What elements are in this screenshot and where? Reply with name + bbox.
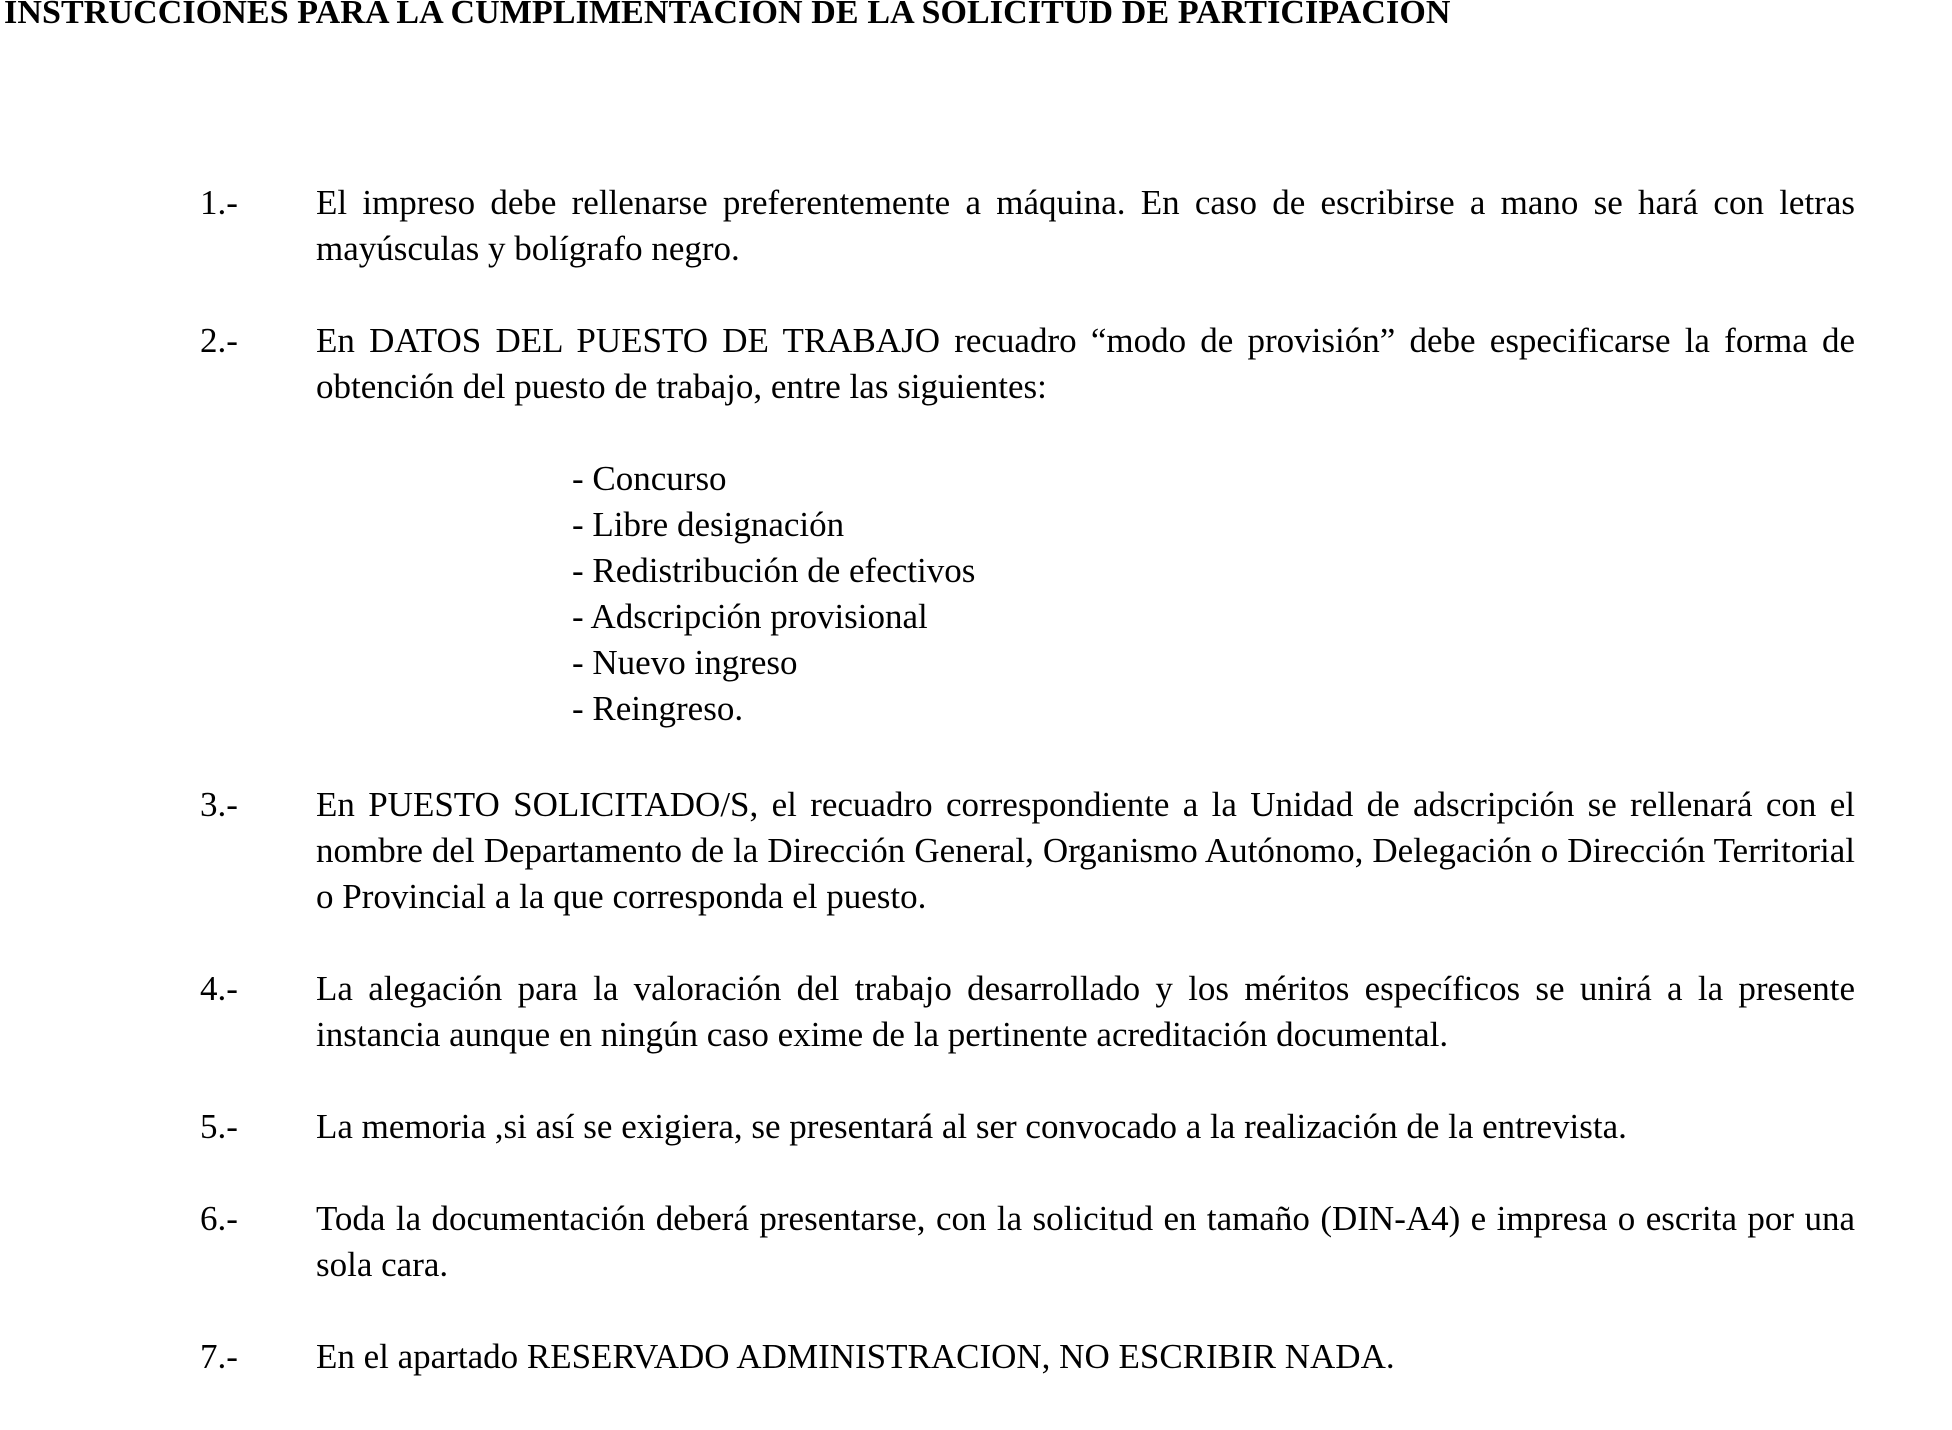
instructions-list bbox=[200, 180, 1855, 1380]
instruction-number: 7.- bbox=[200, 1337, 238, 1376]
instruction-number: 2.- bbox=[200, 321, 238, 360]
instruction-item bbox=[200, 1196, 1855, 1288]
provision-options-list bbox=[316, 456, 1855, 732]
instruction-number: 4.- bbox=[200, 969, 238, 1008]
instruction-text: En PUESTO SOLICITADO/S, el recuadro correspondiente a la Unidad de adscripción se rellenará con el nombre del Departamento de la Dirección General, Organismo Autónomo, Delegación o Dirección Territorial o Provincial a la que corresponda el puesto. bbox=[316, 785, 1855, 916]
page-title: INSTRUCCIONES PARA LA CUMPLIMENTACION DE LA SOLICITUD DE PARTICIPACION bbox=[4, 0, 1451, 31]
provision-option: - Libre designación bbox=[572, 505, 845, 544]
instruction-item bbox=[200, 318, 1855, 732]
instruction-number: 3.- bbox=[200, 785, 238, 824]
instruction-text: El impreso debe rellenarse preferentemente a máquina. En caso de escribirse a mano se hará con letras mayúsculas y bolígrafo negro. bbox=[316, 183, 1855, 268]
instruction-body bbox=[316, 318, 1855, 732]
instruction-text: La memoria ,si así se exigiera, se presentará al ser convocado a la realización de la entrevista. bbox=[316, 1107, 1627, 1146]
provision-option: - Nuevo ingreso bbox=[572, 643, 798, 682]
instruction-text: Toda la documentación deberá presentarse, con la solicitud en tamaño (DIN-A4) e impresa o escrita por una sola cara. bbox=[316, 1199, 1855, 1284]
instruction-number: 5.- bbox=[200, 1107, 238, 1146]
provision-option: - Adscripción provisional bbox=[572, 597, 928, 636]
instruction-text: La alegación para la valoración del trabajo desarrollado y los méritos específicos se unirá a la presente instancia aunque en ningún caso exime de la pertinente acreditación documental. bbox=[316, 969, 1855, 1054]
instruction-item bbox=[200, 782, 1855, 920]
instruction-item bbox=[200, 180, 1855, 272]
instruction-item bbox=[200, 1104, 1855, 1150]
provision-option: - Reingreso. bbox=[572, 689, 744, 728]
instruction-item bbox=[200, 1334, 1855, 1380]
instruction-item bbox=[200, 966, 1855, 1058]
provision-option: - Redistribución de efectivos bbox=[572, 551, 976, 590]
instruction-text: En DATOS DEL PUESTO DE TRABAJO recuadro “modo de provisión” debe especificarse la forma de obtención del puesto de trabajo, entre las siguientes: bbox=[316, 321, 1855, 406]
instruction-text: En el apartado RESERVADO ADMINISTRACION, NO ESCRIBIR NADA. bbox=[316, 1337, 1395, 1376]
provision-option: - Concurso bbox=[572, 459, 727, 498]
instruction-number: 6.- bbox=[200, 1199, 238, 1238]
instruction-number: 1.- bbox=[200, 183, 238, 222]
